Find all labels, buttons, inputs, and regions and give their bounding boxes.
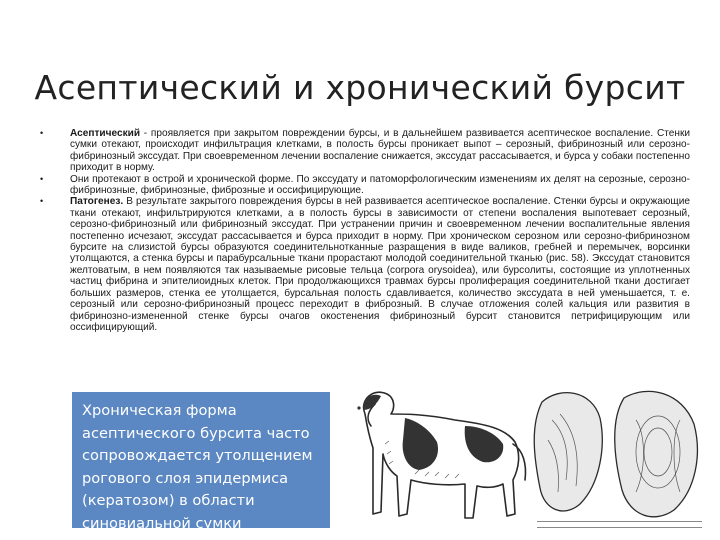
term-pathogenesis: Патогенез. xyxy=(70,196,124,208)
bullet-list xyxy=(40,128,690,333)
slide-title: Асептический и хронический бурсит xyxy=(34,68,686,108)
bullet-aseptic xyxy=(40,128,690,174)
callout-line: сопровождается утолщением xyxy=(82,447,313,465)
bullet-aseptic-text: - проявляется при закрытом повреждении бурсы, и в дальнейшем развивается асептическое воспаление. Стенки сумки отекают, происходит инфильтрация клетками, в полость бурсы проникает выпот – серозный, фибринозный или серозно-фибринозный экссудат. При своевременном лечении воспаление снижается, экссудат рассасывается, и бурса у собаки постепенно приходит в норму. xyxy=(70,128,690,174)
callout-line: (кератозом) в области xyxy=(82,492,255,510)
dog-illustration xyxy=(345,384,530,532)
callout-box xyxy=(72,392,330,532)
callout-line: рогового слоя эпидермиса xyxy=(82,469,289,487)
callout-line: Хроническая форма xyxy=(82,402,237,419)
bullet-pathogenesis-text: В результате закрытого повреждения бурсы в ней развивается асептическое воспаление. Стенки бурсы и окружающие ткани отекают, инфильтрируются клетками, а в полость бурсы в зависимости от степени воспаления выпотевает серозный, серозно-фибринозный или фибринозный экссудат. При устранении причин и своевременном лечении воспалительные явления постепенно исчезают, экссудат рассасывается и бурса приходит в норму. При хроническом серозном или серозно-фибринозном бурсите на слизистой бурсы образуются соединительнотканные разращения в виде валиков, гребней и перемычек, ворсинки утолщаются, а стенка бурсы и парабурсальные ткани прорастают молодой соединительной тканью (рис. 58). Экссудат становится желтоватым, в нем появляются так называемые рисовые тельца (corpora orysoidea), или бурсолиты, состоящие из уплотненных частиц фибрина и эпителиоидных клеток. При продолжающихся травмах бурсы пролиферация соединительной ткани достигает больших размеров, стенка ее утолщается, бурсальная полость сдавливается, количество экссудата в ней уменьшается, т. е. серозный или серозно-фибринозный процесс переходит в фиброзный. В случае отложения солей кальция или развития в фибринозно-измененной стенке бурсы очагов окостенения фибринозный бурсит становится петрифицирующим или оссифицирующий. xyxy=(70,196,690,333)
bullet-pathogenesis xyxy=(40,196,690,333)
callout-line: синовиальной сумки xyxy=(82,514,242,532)
callout-line: асептического бурсита часто xyxy=(82,424,310,442)
bullet-forms-text: Они протекают в острой и хронической форме. По экссудату и патоморфологическим изменениям их делят на серозные, серозно-фибринозные, фибринозные, фиброзные и оссифицирующие. xyxy=(70,173,690,197)
term-aseptic: Асептический xyxy=(70,128,141,139)
bursa-specimen-drawing xyxy=(530,380,705,538)
figure-caption-lines xyxy=(537,516,702,536)
bullet-forms xyxy=(40,174,690,197)
